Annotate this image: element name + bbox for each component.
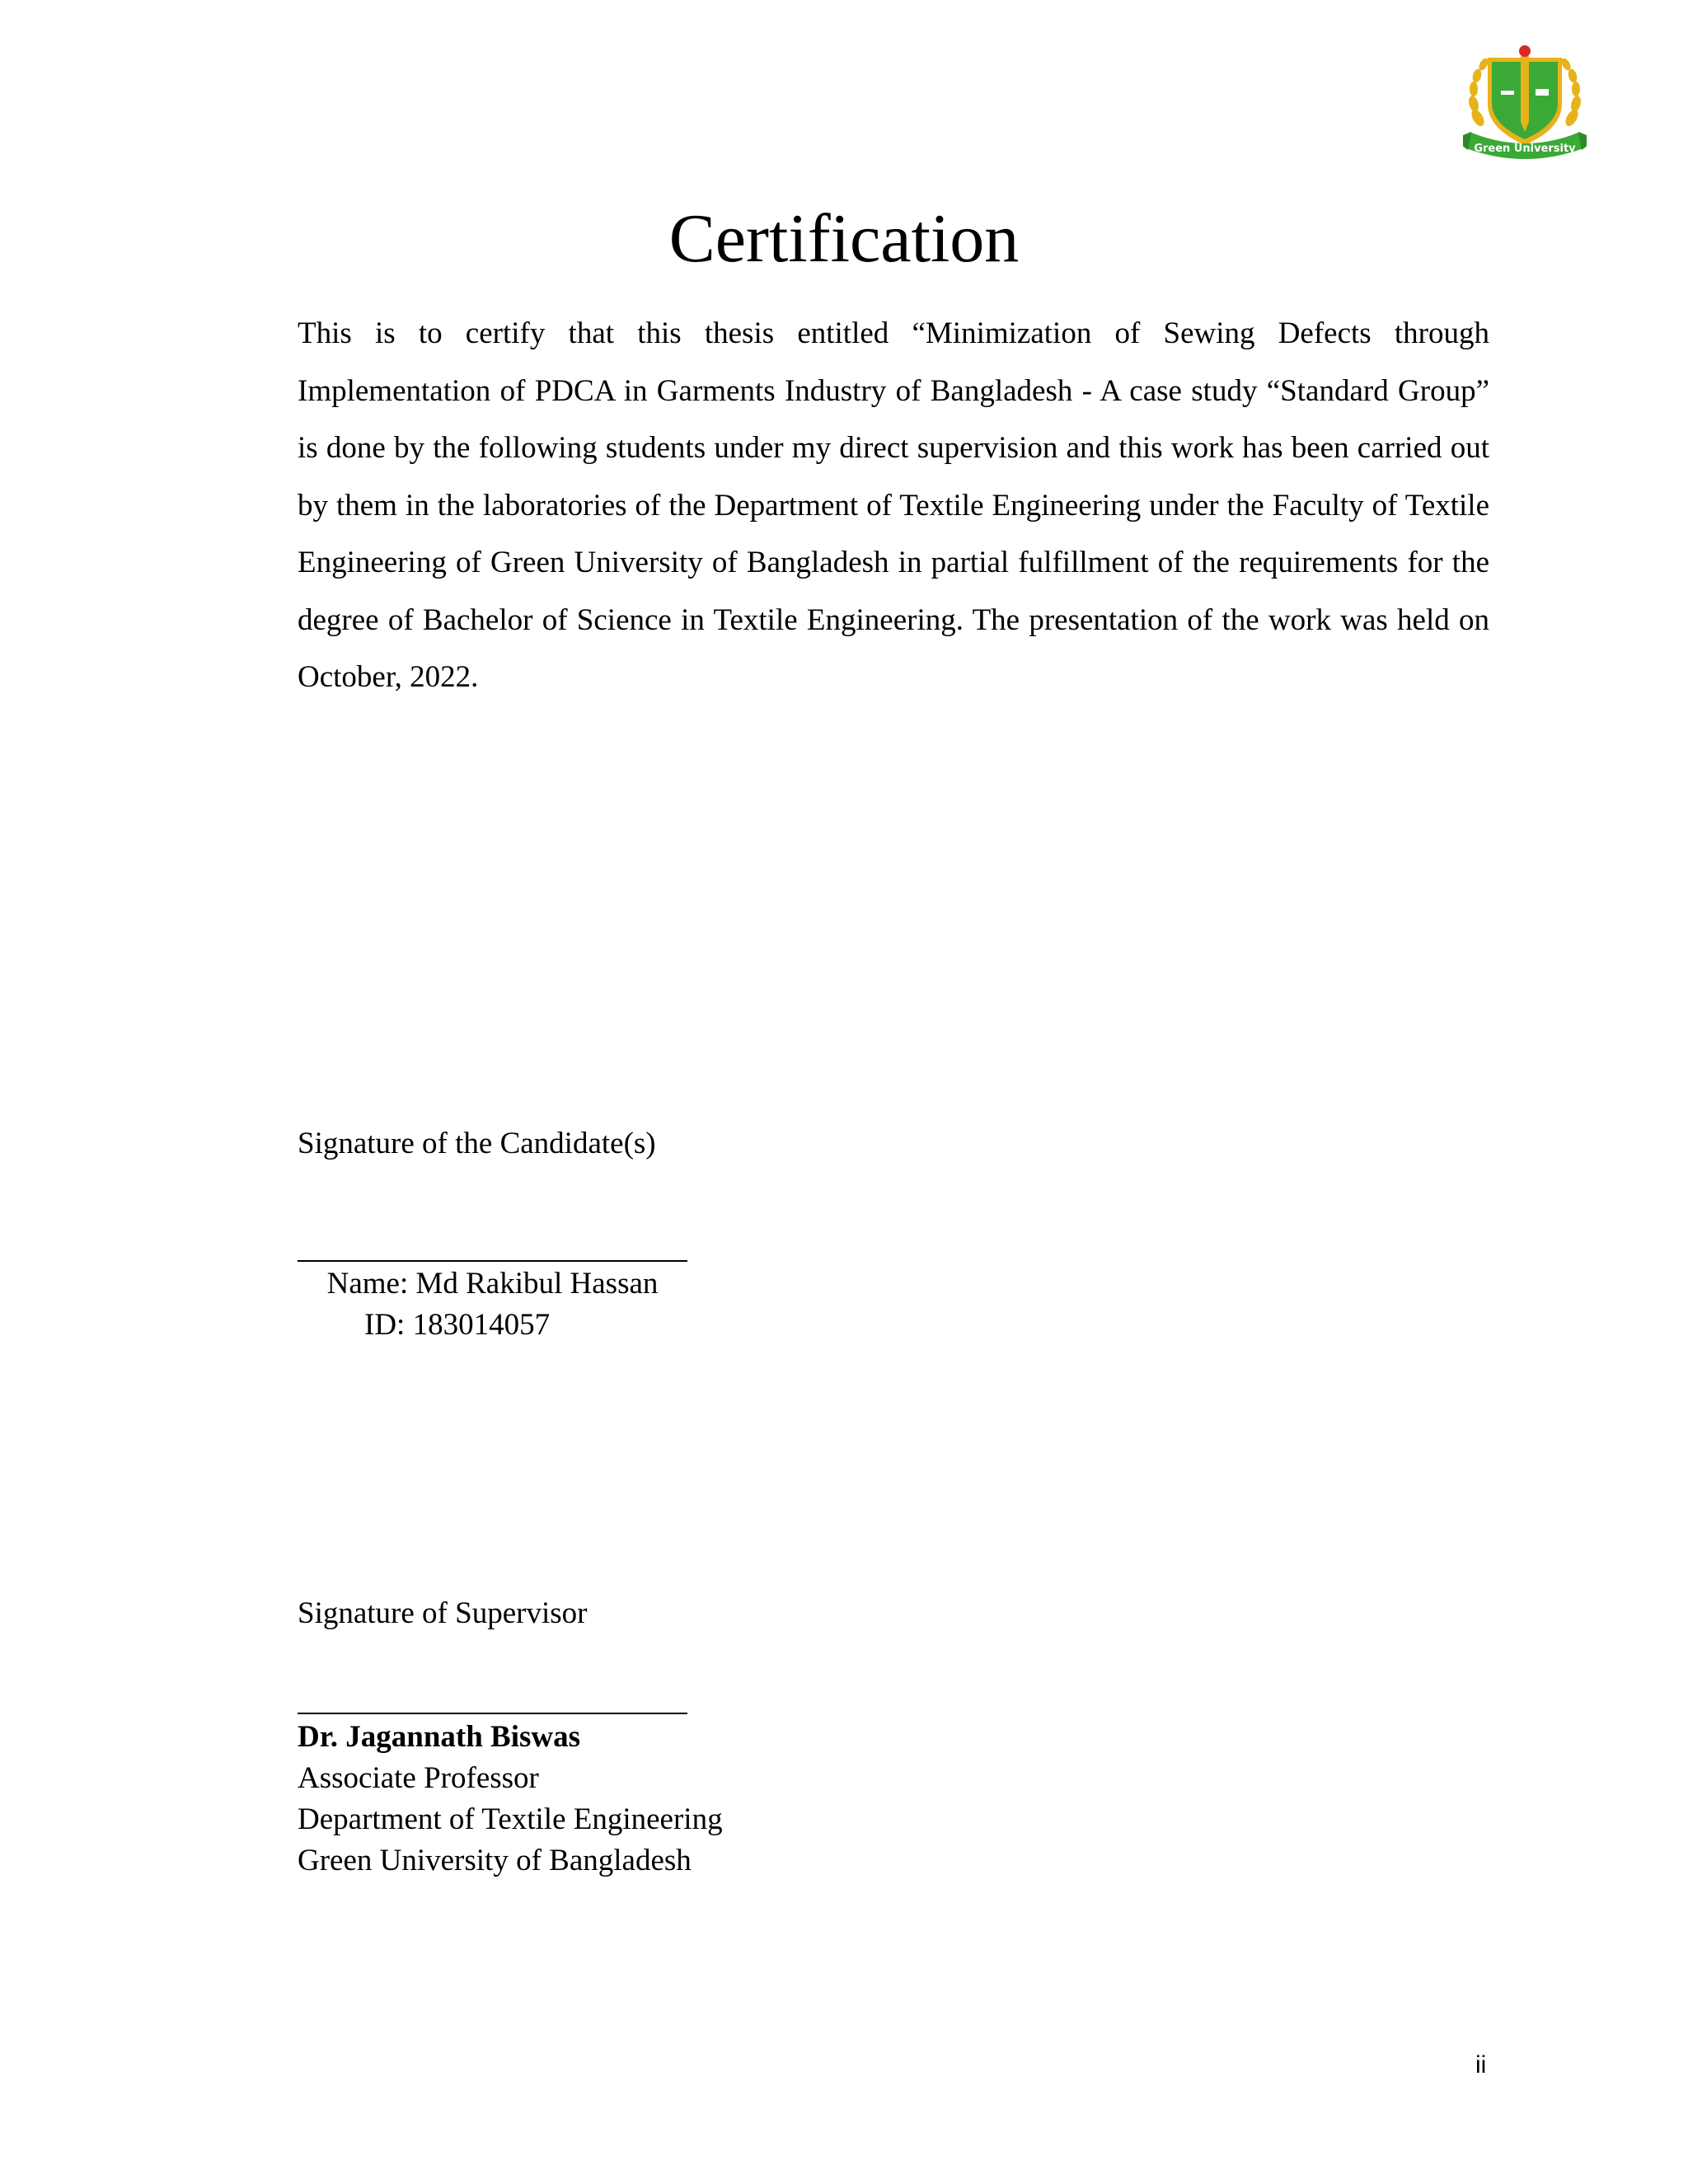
supervisor-department: Department of Textile Engineering: [298, 1802, 723, 1836]
candidate-id: ID: 183014057: [364, 1308, 551, 1342]
logo-text: Green University: [1474, 143, 1576, 155]
candidate-name: Name: Md Rakibul Hassan: [326, 1267, 659, 1301]
certification-body: This is to certify that this thesis entitled “Minimization of Sewing Defects through Implementation of PDCA in Garments Industry of Bangladesh - A case study “Standard Group” is done by the following students under my direct supervision and this work has been carried out by them in the laboratories of the Department of Textile Engineering under the Faculty of Textile Engineering of Green University of Bangladesh in partial fulfillment of the requirements for the degree of Bachelor of Science in Textile Engineering. The presentation of the work was held on October, 2022.: [298, 316, 1489, 694]
page-title: Certification: [668, 200, 1020, 277]
supervisor-designation: Associate Professor: [298, 1761, 539, 1795]
supervisor-signature-line: [298, 1713, 687, 1714]
supervisor-name: Dr. Jagannath Biswas: [298, 1720, 581, 1754]
supervisor-university: Green University of Bangladesh: [298, 1844, 692, 1877]
candidate-signature-line: [298, 1260, 687, 1262]
green-university-logo: [1463, 40, 1587, 163]
supervisor-signature-heading: Signature of Supervisor: [298, 1596, 588, 1630]
supervisor-details: [298, 1717, 723, 1882]
page-number: ii: [1475, 2051, 1487, 2079]
candidate-signature-heading: Signature of the Candidate(s): [298, 1127, 656, 1160]
